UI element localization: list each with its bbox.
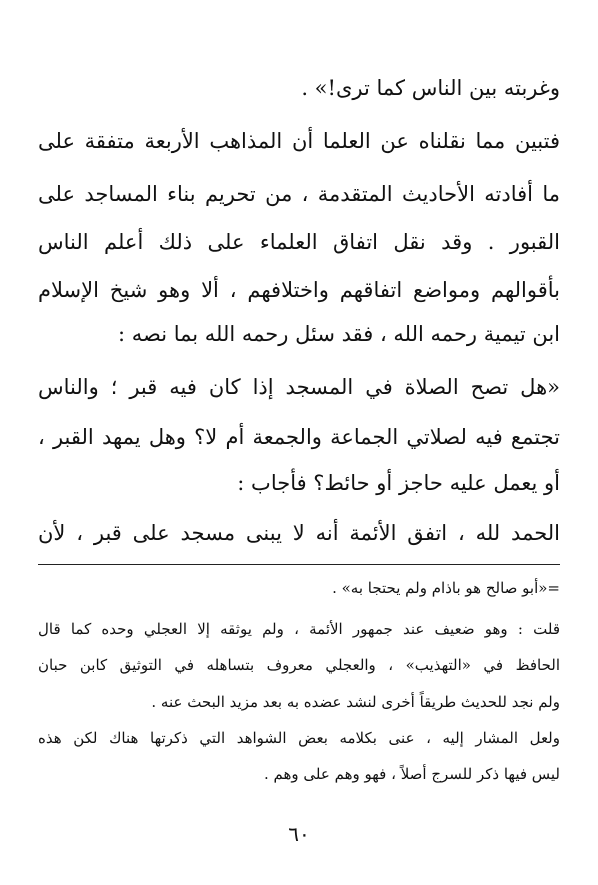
body-line: تجتمع فيه لصلاتي الجماعة والجمعة أم لا؟ وهل يمهد القبر ، (38, 425, 560, 449)
footnote-line: ولعل المشار إليه ، عنى بكلامه بعض الشواهد التي ذكرتها هناك لكن هذه (38, 729, 560, 747)
footnote-line: ليس فيها ذكر للسرج أصلاً ، فهو وهم على وهم . (263, 765, 560, 783)
body-line: ابن تيمية رحمه الله ، فقد سئل رحمه الله بما نصه : (117, 322, 560, 346)
body-line: فتبين مما نقلناه عن العلما أن المذاهب الأربعة متفقة على (38, 129, 560, 153)
footnote-separator (38, 564, 560, 565)
body-line: القبور . وقد نقل اتفاق العلماء على ذلك أعلم الناس (38, 230, 560, 254)
body-line: «هل تصح الصلاة في المسجد إذا كان فيه قبر ؛ والناس (38, 375, 560, 399)
footnote-line: الحافظ في «التهذيب» ، والعجلي معروف بتساهله في التوثيق كابن حبان (38, 656, 560, 674)
body-line: وغربته بين الناس كما ترى!» . (301, 76, 560, 100)
body-line: أو يعمل عليه حاجز أو حائط؟ فأجاب : (237, 471, 560, 495)
body-line: بأقوالهم ومواضع اتفاقهم واختلافهم ، ألا وهو شيخ الإسلام (38, 278, 560, 302)
footnote-line: =«أبو صالح هو باذام ولم يحتجا به» . (332, 579, 560, 597)
body-line: ما أفادته الأحاديث المتقدمة ، من تحريم بناء المساجد على (38, 182, 560, 206)
body-line: الحمد لله ، اتفق الأئمة أنه لا يبنى مسجد على قبر ، لأن (38, 521, 560, 545)
footnote-line: ولم نجد للحديث طريقاً أخرى لنشد عضده به بعد مزيد البحث عنه . (151, 693, 560, 711)
page-number: ٦٠ (288, 822, 310, 846)
footnote-line: قلت : وهو ضعيف عند جمهور الأئمة ، ولم يوثقه إلا العجلي وحده كما قال (38, 620, 560, 638)
